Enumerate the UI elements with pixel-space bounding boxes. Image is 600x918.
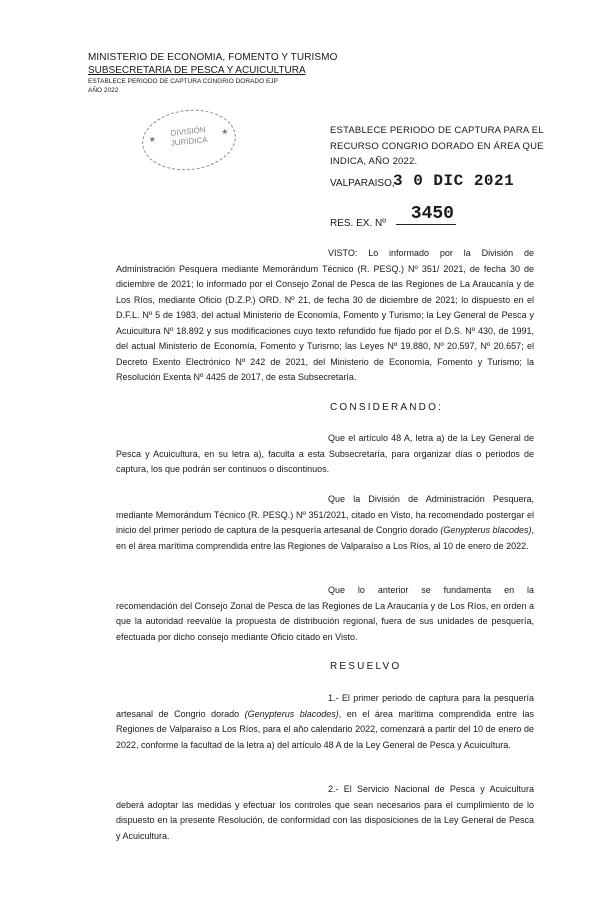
star-icon: ★ [148,134,157,145]
considerando-paragraph-1: Que el artículo 48 A, letra a) de la Ley General de Pesca y Acuicultura, en su letra a), faculta a esta Subsecretaría, para organizar días o periodos de captura, los que podrán ser continuos o discontinuos. [116,433,534,474]
considerando-paragraph-2 [116,492,534,554]
considerando-2-text-a: Que la División de Administración Pesquera, mediante Memorándum Técnico (R. PESQ.) Nº 351/2021, citado en Visto, ha recomendado postergar el inicio del primer periodo de captura de la pesquería artesanal de Congrio dorado [116,494,534,535]
species-name: (Genypterus blacodes) [440,525,532,535]
reference-line: ESTABLECE PERIODO DE CAPTURA CONGRIO DORADO EJP [88,78,278,85]
resolution-number: 3450 [396,204,456,225]
species-name: (Genypterus blacodes) [244,708,339,719]
resuelvo-heading: RESUELVO [330,661,402,672]
ministry-name: MINISTERIO DE ECONOMIA, FOMENTO Y TURISMO [88,52,338,63]
letterhead [88,52,338,95]
resolution-label: RES. EX. Nº [330,218,386,229]
place-label: VALPARAISO, [330,178,395,189]
resuelvo-1-text-a: 1.- El primer periodo de captura para la pesquería artesanal de Congrio dorado [116,693,534,719]
considerando-heading: CONSIDERANDO: [330,402,444,413]
considerando-2-text-b: , en el área marítima comprendida entre las Regiones de Valparaíso a Los Ríos, al 10 de enero de 2022. [116,525,535,551]
resuelvo-1-text-b: , en el área marítima comprendida entre las Regiones de Valparaíso a Los Ríos, para el año calendario 2022, comenzará a partir del 10 de enero de 2022, conforme la facultad de la letra a) del artículo 48 A de la Ley General de Pesca y Acuicultura. [116,708,534,750]
resuelvo-article-1 [116,691,534,753]
star-icon: ★ [220,126,229,137]
stamp-line-2: JURÍDICA [170,135,208,148]
reference-year: AÑO 2022 [88,87,119,94]
resolution-title: ESTABLECE PERIODO DE CAPTURA PARA EL RECURSO CONGRIO DORADO EN ÁREA QUE INDICA, AÑO 2022. [330,125,544,167]
visto-paragraph: VISTO: Lo informado por la División de Administración Pesquera mediante Memorándum Técnico (R. PESQ.) Nº 351/ 2021, de fecha 30 de diciembre de 2021; lo informado por el Consejo Zonal de Pesca de las Regiones de La Araucanía y de Los Ríos, mediante Oficio (D.Z.P.) ORD. Nº 21, de fecha 30 de diciembre de 2021; lo dispuesto en el D.F.L. Nº 5 de 1983, del actual Ministerio de Economía, Fomento y Turismo; la Ley General de Pesca y Acuicultura Nº 18.892 y sus modificaciones cuyo texto refundido fue fijado por el D.S. Nº 430, de 1991, del actual Ministerio de Economía, Fomento y Turismo; las Leyes Nº 19.880, Nº 20.597, Nº 20.657; el Decreto Exento Electrónico Nº 242 de 2021, del Ministerio de Economía, Fomento y Turismo; la Resolución Exenta Nº 4425 de 2017, de esta Subsecretaría. [116,248,534,382]
subsecretary-name: SUBSECRETARIA DE PESCA Y ACUICULTURA [88,64,306,76]
stamp-line-1: DIVISIÓN [170,125,207,138]
resuelvo-article-2: 2.- El Servicio Nacional de Pesca y Acuicultura deberá adoptar las medidas y efectuar los controles que sean necesarios para el cumplimiento de lo dispuesto en la presente Resolución, de conformidad con las disposiciones de la Ley General de Pesca y Acuicultura. [116,784,534,841]
considerando-paragraph-3: Que lo anterior se fundamenta en la recomendación del Consejo Zonal de Pesca de las Regiones de La Araucanía y de Los Ríos, en orden a que la autoridad reevalúe la propuesta de distribución regional, fuera de sus unidades de pesquería, efectuada por dicho consejo mediante Oficio citado en Visto. [116,585,534,642]
legal-division-stamp [139,105,239,174]
stamped-date: 3 0 DIC 2021 [393,172,515,190]
